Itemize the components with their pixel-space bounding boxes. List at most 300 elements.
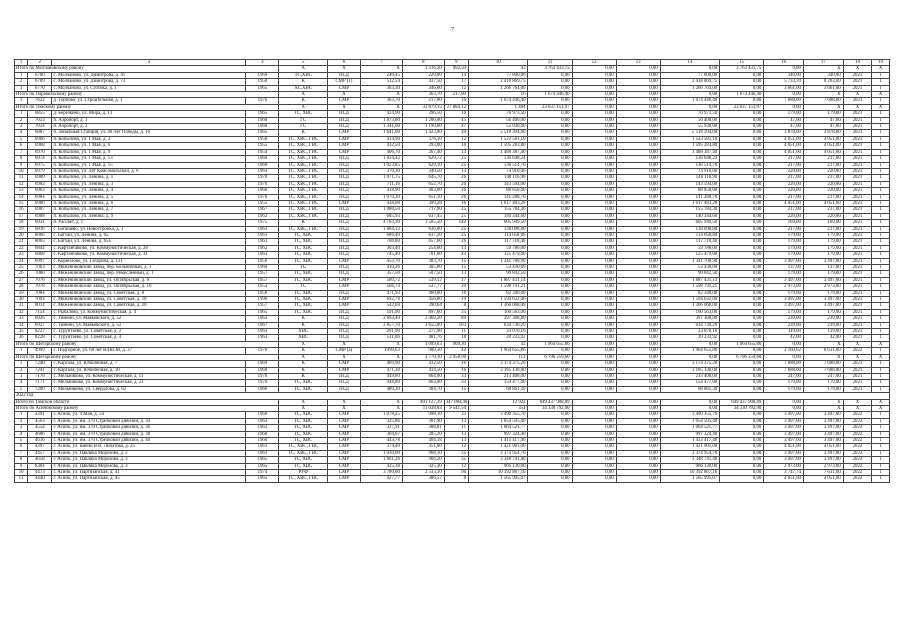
- table-cell: 0,00: [616, 188, 660, 194]
- table-cell: 0,00: [616, 329, 660, 335]
- table-cell: 0,00: [616, 213, 660, 219]
- table-cell: с. Кафтанчиково, ул. Коммунистическая, д. 31: [52, 252, 246, 258]
- table-cell: 1 200,00: [402, 117, 444, 123]
- table-cell: 1 488 387,40: [660, 149, 720, 155]
- table-cell: 217,00: [764, 175, 804, 181]
- table-cell: 88 858,00: [468, 188, 528, 194]
- table-cell: ТС, ХВС: [279, 111, 327, 117]
- table-cell: 1: [872, 470, 890, 476]
- table-cell: 0,00: [572, 367, 616, 373]
- table-cell: 26: [444, 181, 468, 187]
- table-cell: 1 030,00: [360, 450, 402, 456]
- table-cell: 13: [444, 431, 468, 437]
- table-cell: 0,00: [572, 412, 616, 418]
- table-cell: 1 594 632,00: [468, 297, 528, 303]
- table-cell: 0,00: [764, 104, 804, 110]
- table-cell: 0,00: [528, 316, 572, 322]
- table-cell: 6770: [28, 85, 52, 91]
- table-cell: 2021: [843, 329, 872, 335]
- table-cell: 3 497,00: [764, 418, 804, 424]
- table-cell: 179,00: [803, 252, 843, 258]
- table-cell: 7 688,00: [764, 98, 804, 104]
- table-cell: 25: [444, 232, 468, 238]
- table-cell: 0,00: [572, 79, 616, 85]
- table-cell: 7024: [28, 124, 52, 130]
- table-cell: 566,74: [360, 284, 402, 290]
- table-cell: 8: [15, 156, 28, 162]
- table-cell: 33 070,10: [660, 329, 720, 335]
- table-cell: 2021: [843, 297, 872, 303]
- table-cell: 634 736,20: [660, 322, 720, 328]
- table-cell: 1 674 446,40: [468, 98, 528, 104]
- table-cell: СМР: [327, 470, 360, 476]
- table-cell: 220,00: [764, 213, 804, 219]
- table-cell: 1: [872, 239, 890, 245]
- table-cell: 4 051,00: [803, 200, 843, 206]
- table-cell: 1: [15, 348, 28, 354]
- table-cell: К: [279, 361, 327, 367]
- table-cell: 1969: [246, 361, 279, 367]
- table-cell: ХВС: [279, 329, 327, 335]
- table-cell: 469,90: [360, 361, 402, 367]
- table-cell: ПСД: [327, 271, 360, 277]
- table-cell: 6988: [28, 213, 52, 219]
- table-cell: 0,00: [528, 386, 572, 392]
- table-cell: 45: [444, 117, 468, 123]
- table-cell: 141 288,70: [660, 194, 720, 200]
- table-cell: 1: [872, 373, 890, 379]
- table-cell: 23: [15, 252, 28, 258]
- table-cell: 2021: [843, 239, 872, 245]
- table-cell: 53 430,00: [660, 265, 720, 271]
- table-cell: 136 514,70: [660, 162, 720, 168]
- table-cell: 70 973,50: [660, 111, 720, 117]
- table-cell: 1 674 446,40: [660, 98, 720, 104]
- table-cell: 25: [444, 226, 468, 232]
- table-cell: ПСД: [327, 226, 360, 232]
- table-cell: 3 174 375,20: [468, 361, 528, 367]
- table-cell: Х: [360, 66, 402, 72]
- table-cell: 304,67: [360, 431, 402, 437]
- table-cell: 0,00: [572, 303, 616, 309]
- table-cell: Итого по Парабельскому району: [15, 92, 279, 98]
- table-cell: 3 490 355,70: [660, 412, 720, 418]
- table-cell: 0,00: [528, 437, 572, 443]
- table-cell: 2021: [843, 386, 872, 392]
- table-cell: 692,78: [360, 297, 402, 303]
- table-cell: 18: [444, 335, 468, 341]
- table-cell: 16: [444, 188, 468, 194]
- table-cell: 239,00: [764, 316, 804, 322]
- table-cell: 1 595 283,80: [660, 143, 720, 149]
- table-cell: 2: [15, 367, 28, 373]
- table-cell: 125 479,00: [660, 252, 720, 258]
- table-cell: 2021: [843, 124, 872, 130]
- table-cell: 12: [444, 463, 468, 469]
- table-cell: 1 266 764,00: [660, 85, 720, 91]
- table-cell: 88 858,00: [660, 188, 720, 194]
- table-cell: 7622: [28, 98, 52, 104]
- table-cell: 4 763,30: [360, 220, 402, 226]
- table-cell: 0,00: [528, 309, 572, 315]
- table-cell: 0,00: [616, 265, 660, 271]
- table-cell: 13: [444, 271, 468, 277]
- table-cell: ПСД: [327, 380, 360, 386]
- table-cell: 13: [15, 188, 28, 194]
- table-cell: 1978: [246, 348, 279, 354]
- table-cell: ПСД: [327, 124, 360, 130]
- table-cell: 0,00: [616, 335, 660, 341]
- table-cell: 0,00: [616, 399, 660, 405]
- table-cell: 0,00: [528, 117, 572, 123]
- table-cell: 2021: [843, 143, 872, 149]
- table-cell: 0,00: [616, 79, 660, 85]
- table-cell: 0,00: [720, 117, 764, 123]
- table-cell: ПСД: [327, 290, 360, 296]
- register-table-body: [15, 60, 890, 483]
- table-cell: 949,80: [360, 373, 402, 379]
- table-cell: 0,00: [572, 175, 616, 181]
- table-cell: Итого по Томскому району: [15, 104, 279, 110]
- table-cell: 19: [444, 297, 468, 303]
- table-cell: 8227: [28, 329, 52, 335]
- table-cell: К: [279, 316, 327, 322]
- table-cell: ПСД: [327, 386, 360, 392]
- table-cell: 0,00: [616, 258, 660, 264]
- table-cell: ТС, ХВС, ГВС: [279, 168, 327, 174]
- table-cell: 3 497,00: [803, 431, 843, 437]
- table-cell: 0,00: [616, 245, 660, 251]
- table-cell: 0,00: [528, 470, 572, 476]
- table-cell: 0,00: [616, 354, 660, 360]
- table-cell: 138 098,80: [660, 226, 720, 232]
- table-cell: 0,00: [572, 444, 616, 450]
- table-cell: 34 330 792,90: [528, 405, 572, 411]
- table-cell: 220,00: [803, 213, 843, 219]
- table-cell: ТС, ХВС: [279, 303, 327, 309]
- table-cell: 179,00: [803, 309, 843, 315]
- table-cell: 374,40: [360, 444, 402, 450]
- table-cell: 0,00: [616, 290, 660, 296]
- table-cell: 0,00: [528, 348, 572, 354]
- table-cell: 12: [444, 136, 468, 142]
- table-cell: 1967: [246, 322, 279, 328]
- table-cell: 1976: [246, 98, 279, 104]
- table-cell: 240,45: [360, 72, 402, 78]
- table-cell: 0,00: [528, 431, 572, 437]
- table-cell: 0,00: [616, 322, 660, 328]
- table-cell: 1: [872, 136, 890, 142]
- table-cell: СМР: [327, 367, 360, 373]
- table-cell: 4616: [28, 437, 52, 443]
- table-cell: 7 688,00: [803, 361, 843, 367]
- table-cell: 968,10: [402, 450, 444, 456]
- table-cell: 325,30: [402, 463, 444, 469]
- table-cell: 0,00: [572, 143, 616, 149]
- table-cell: 2021: [843, 232, 872, 238]
- table-cell: г. Асино, ул. имени В.В. Липатова, д. 25: [52, 444, 246, 450]
- table-cell: 0,00: [616, 104, 660, 110]
- table-cell: 1: [872, 290, 890, 296]
- table-cell: 1: [872, 329, 890, 335]
- table-cell: 142: [444, 220, 468, 226]
- table-cell: 4 051,00: [764, 200, 804, 206]
- table-cell: 0,00: [616, 341, 660, 347]
- table-cell: 10 392 867,16: [468, 470, 528, 476]
- table-cell: 28: [15, 284, 28, 290]
- table-cell: 179,00: [764, 252, 804, 258]
- table-cell: 0,00: [660, 92, 720, 98]
- table-cell: 849 437 908,89: [528, 399, 572, 405]
- table-cell: 20: [444, 284, 468, 290]
- table-cell: Х: [279, 354, 327, 360]
- table-cell: 0,00: [572, 130, 616, 136]
- table-cell: 383,70: [402, 258, 444, 264]
- table-cell: 155 784,30: [660, 207, 720, 213]
- table-cell: с. Каргала, ул. Юбилейная, д. 7: [52, 361, 246, 367]
- table-cell: 1: [872, 284, 890, 290]
- table-cell: 0,00: [572, 124, 616, 130]
- table-cell: 6974: [28, 156, 52, 162]
- table-cell: ПСД: [327, 265, 360, 271]
- table-cell: ТС, ХВС, ГВС: [279, 194, 327, 200]
- table-cell: СМР: [327, 297, 360, 303]
- table-cell: СМР: [327, 130, 360, 136]
- table-cell: 1 674 446,40: [720, 92, 764, 98]
- table-cell: 0,00: [572, 85, 616, 91]
- table-cell: 5 518 394,00: [468, 130, 528, 136]
- table-cell: ХС,ХВС: [279, 85, 327, 91]
- table-cell: 1: [872, 226, 890, 232]
- table-cell: 340,50: [402, 168, 444, 174]
- table-cell: 0,00: [572, 207, 616, 213]
- table-cell: 47,00: [764, 124, 804, 130]
- table-cell: 70 973,50: [468, 111, 528, 117]
- table-cell: п. Копылово, ул. Ленина, д. 7: [52, 207, 246, 213]
- table-cell: 2022: [843, 418, 872, 424]
- table-cell: 636,00: [402, 226, 444, 232]
- table-cell: 1: [872, 309, 890, 315]
- table-cell: 0,00: [572, 316, 616, 322]
- table-cell: 3: [15, 425, 28, 431]
- table-cell: 966,20: [402, 457, 444, 463]
- table-cell: 1 617 483,28: [660, 200, 720, 206]
- table-cell: 179,00: [803, 290, 843, 296]
- table-cell: 1: [872, 361, 890, 367]
- table-cell: 154 477,00: [660, 380, 720, 386]
- table-cell: 0,00: [572, 277, 616, 283]
- table-cell: с. Мельниково, ул. Коммунистическая, д. 21: [52, 380, 246, 386]
- table-cell: 179,00: [764, 290, 804, 296]
- table-cell: 2021: [843, 117, 872, 123]
- table-cell: 1: [872, 79, 890, 85]
- table-cell: 12: [444, 444, 468, 450]
- table-cell: 346,00: [402, 85, 444, 91]
- table-cell: 0,00: [764, 341, 804, 347]
- table-cell: 35: [444, 309, 468, 315]
- table-cell: Х: [872, 66, 890, 72]
- table-cell: 3 497,00: [764, 277, 804, 283]
- table-cell: 0,00: [616, 425, 660, 431]
- table-cell: 0,00: [616, 252, 660, 258]
- table-cell: 2022: [843, 450, 872, 456]
- table-cell: 4397: [28, 444, 52, 450]
- table-cell: 3 763 433,75: [720, 66, 764, 72]
- table-cell: 1 064 521,77: [468, 425, 528, 431]
- table-cell: 1957: [246, 303, 279, 309]
- table-cell: 1960: [246, 162, 279, 168]
- table-cell: 6997: [28, 258, 52, 264]
- table-cell: 0,00: [616, 386, 660, 392]
- table-cell: 652,70: [402, 181, 444, 187]
- table-cell: 27: [15, 277, 28, 283]
- table-cell: 3 763 433,75: [528, 66, 572, 72]
- table-cell: 239,00: [764, 322, 804, 328]
- table-cell: 217,80: [444, 92, 468, 98]
- table-cell: 1962: [246, 213, 279, 219]
- table-cell: 2021: [843, 213, 872, 219]
- table-cell: 0,00: [720, 124, 764, 130]
- table-cell: с. Богашево, ул. Новостройка, д. 1: [52, 226, 246, 232]
- table-cell: 0,00: [572, 418, 616, 424]
- table-cell: 125 479,00: [468, 252, 528, 258]
- table-cell: 1: [872, 124, 890, 130]
- table-cell: с. Мельниково, ул. Коммунистическая, д. 11: [52, 373, 246, 379]
- table-cell: 42,00: [803, 335, 843, 341]
- table-cell: 1: [872, 265, 890, 271]
- table-cell: 7: [15, 149, 28, 155]
- table-cell: 47,00: [803, 117, 843, 123]
- table-cell: 629,72: [402, 156, 444, 162]
- table-cell: 179,00: [764, 271, 804, 277]
- table-cell: г. Асино, ул. им. 370 Стрелковой дивизии, д. 38: [52, 431, 246, 437]
- table-cell: 2021: [843, 175, 872, 181]
- table-cell: 0,00: [528, 297, 572, 303]
- table-cell: г. Асино, ул. им. 370 Стрелковой дивизии, д. 40: [52, 437, 246, 443]
- table-cell: 0,00: [572, 232, 616, 238]
- table-cell: К: [279, 348, 327, 354]
- table-cell: 12: [444, 85, 468, 91]
- table-cell: 1: [872, 335, 890, 341]
- table-cell: 1: [872, 412, 890, 418]
- table-cell: 220,00: [764, 181, 804, 187]
- table-cell: 6789: [28, 79, 52, 85]
- table-cell: 410,26: [360, 265, 402, 271]
- table-cell: 0,00: [572, 213, 616, 219]
- table-cell: 15: [15, 200, 28, 206]
- table-cell: 6986: [28, 200, 52, 206]
- table-cell: Х: [803, 354, 843, 360]
- table-cell: 1 598 791,21: [468, 284, 528, 290]
- table-cell: 254,00: [402, 245, 444, 251]
- table-cell: ТС, ХВС: [279, 463, 327, 469]
- table-cell: 0,00: [572, 239, 616, 245]
- table-cell: 0,00: [616, 380, 660, 386]
- table-cell: 15: [444, 265, 468, 271]
- table-cell: 8: [402, 60, 444, 66]
- table-cell: 3 374 954,70: [468, 450, 528, 456]
- table-cell: 13: [444, 437, 468, 443]
- table-cell: ТС, ХВС: [279, 271, 327, 277]
- table-cell: 11: [15, 476, 28, 482]
- table-cell: 591,90: [360, 309, 402, 315]
- table-cell: п. Зональная Станция, ул. 40 Лет Победы, д. 16: [52, 130, 246, 136]
- table-cell: 9 541,50: [444, 405, 468, 411]
- table-cell: 55 930,00: [468, 124, 528, 130]
- table-cell: 354: [468, 405, 528, 411]
- table-cell: 327,91: [360, 425, 402, 431]
- table-cell: 1968: [246, 117, 279, 123]
- table-cell: 0,00: [720, 444, 764, 450]
- table-cell: 0,00: [616, 476, 660, 482]
- table-cell: 2021: [843, 322, 872, 328]
- table-cell: 5 733,70: [764, 79, 804, 85]
- table-cell: 1 366 068,08: [660, 303, 720, 309]
- table-cell: 370,30: [360, 168, 402, 174]
- table-cell: 4: [15, 431, 28, 437]
- table-cell: 30: [15, 297, 28, 303]
- table-cell: 3 348 741,40: [468, 457, 528, 463]
- table-cell: ТС, ХВС: [279, 297, 327, 303]
- table-cell: 1: [872, 303, 890, 309]
- table-cell: ТС, ХВС: [279, 457, 327, 463]
- table-cell: 23 037 151,97: [720, 104, 764, 110]
- table-cell: 0,00: [572, 322, 616, 328]
- table-cell: 7 688,00: [803, 367, 843, 373]
- table-cell: 6: [15, 444, 28, 450]
- table-cell: 0,00: [572, 168, 616, 174]
- table-cell: 4 051,00: [764, 149, 804, 155]
- table-cell: 7 688,00: [803, 98, 843, 104]
- table-cell: 717,90: [402, 207, 444, 213]
- table-cell: ТС, ХВС, ГВС: [279, 143, 327, 149]
- table-cell: 3 174 375,20: [660, 361, 720, 367]
- table-cell: 3 497,00: [803, 450, 843, 456]
- table-cell: 0,00: [616, 168, 660, 174]
- table-cell: 6816: [28, 226, 52, 232]
- table-cell: 3 878,00: [803, 130, 843, 136]
- table-cell: 0,00: [616, 111, 660, 117]
- table-cell: 5: [279, 60, 327, 66]
- table-cell: 5: [15, 437, 28, 443]
- table-cell: 1958: [246, 79, 279, 85]
- table-cell: 42: [444, 348, 468, 354]
- table-cell: 0,00: [616, 149, 660, 155]
- table-cell: 1970: [246, 194, 279, 200]
- table-cell: 0,00: [528, 72, 572, 78]
- table-cell: Итого по Шегарскому району: [15, 341, 279, 347]
- table-cell: 909,30: [444, 341, 468, 347]
- table-cell: К: [279, 98, 327, 104]
- table-cell: 18: [843, 60, 872, 66]
- table-cell: 3 497,00: [803, 258, 843, 264]
- table-cell: 10: [15, 470, 28, 476]
- table-cell: ПСД: [327, 213, 360, 219]
- table-cell: 7: [360, 60, 402, 66]
- table-cell: 15: [444, 258, 468, 264]
- table-cell: 17: [15, 213, 28, 219]
- table-cell: 0,00: [616, 348, 660, 354]
- table-cell: 2021: [843, 220, 872, 226]
- table-cell: 3 770,10: [402, 354, 444, 360]
- table-cell: 0,00: [720, 463, 764, 469]
- table-cell: 213 408,00: [660, 373, 720, 379]
- table-cell: 0,00: [572, 226, 616, 232]
- table-cell: 849 437 908,89: [720, 399, 764, 405]
- table-cell: 0,00: [720, 437, 764, 443]
- table-cell: 6855: [28, 111, 52, 117]
- table-cell: 1: [872, 450, 890, 456]
